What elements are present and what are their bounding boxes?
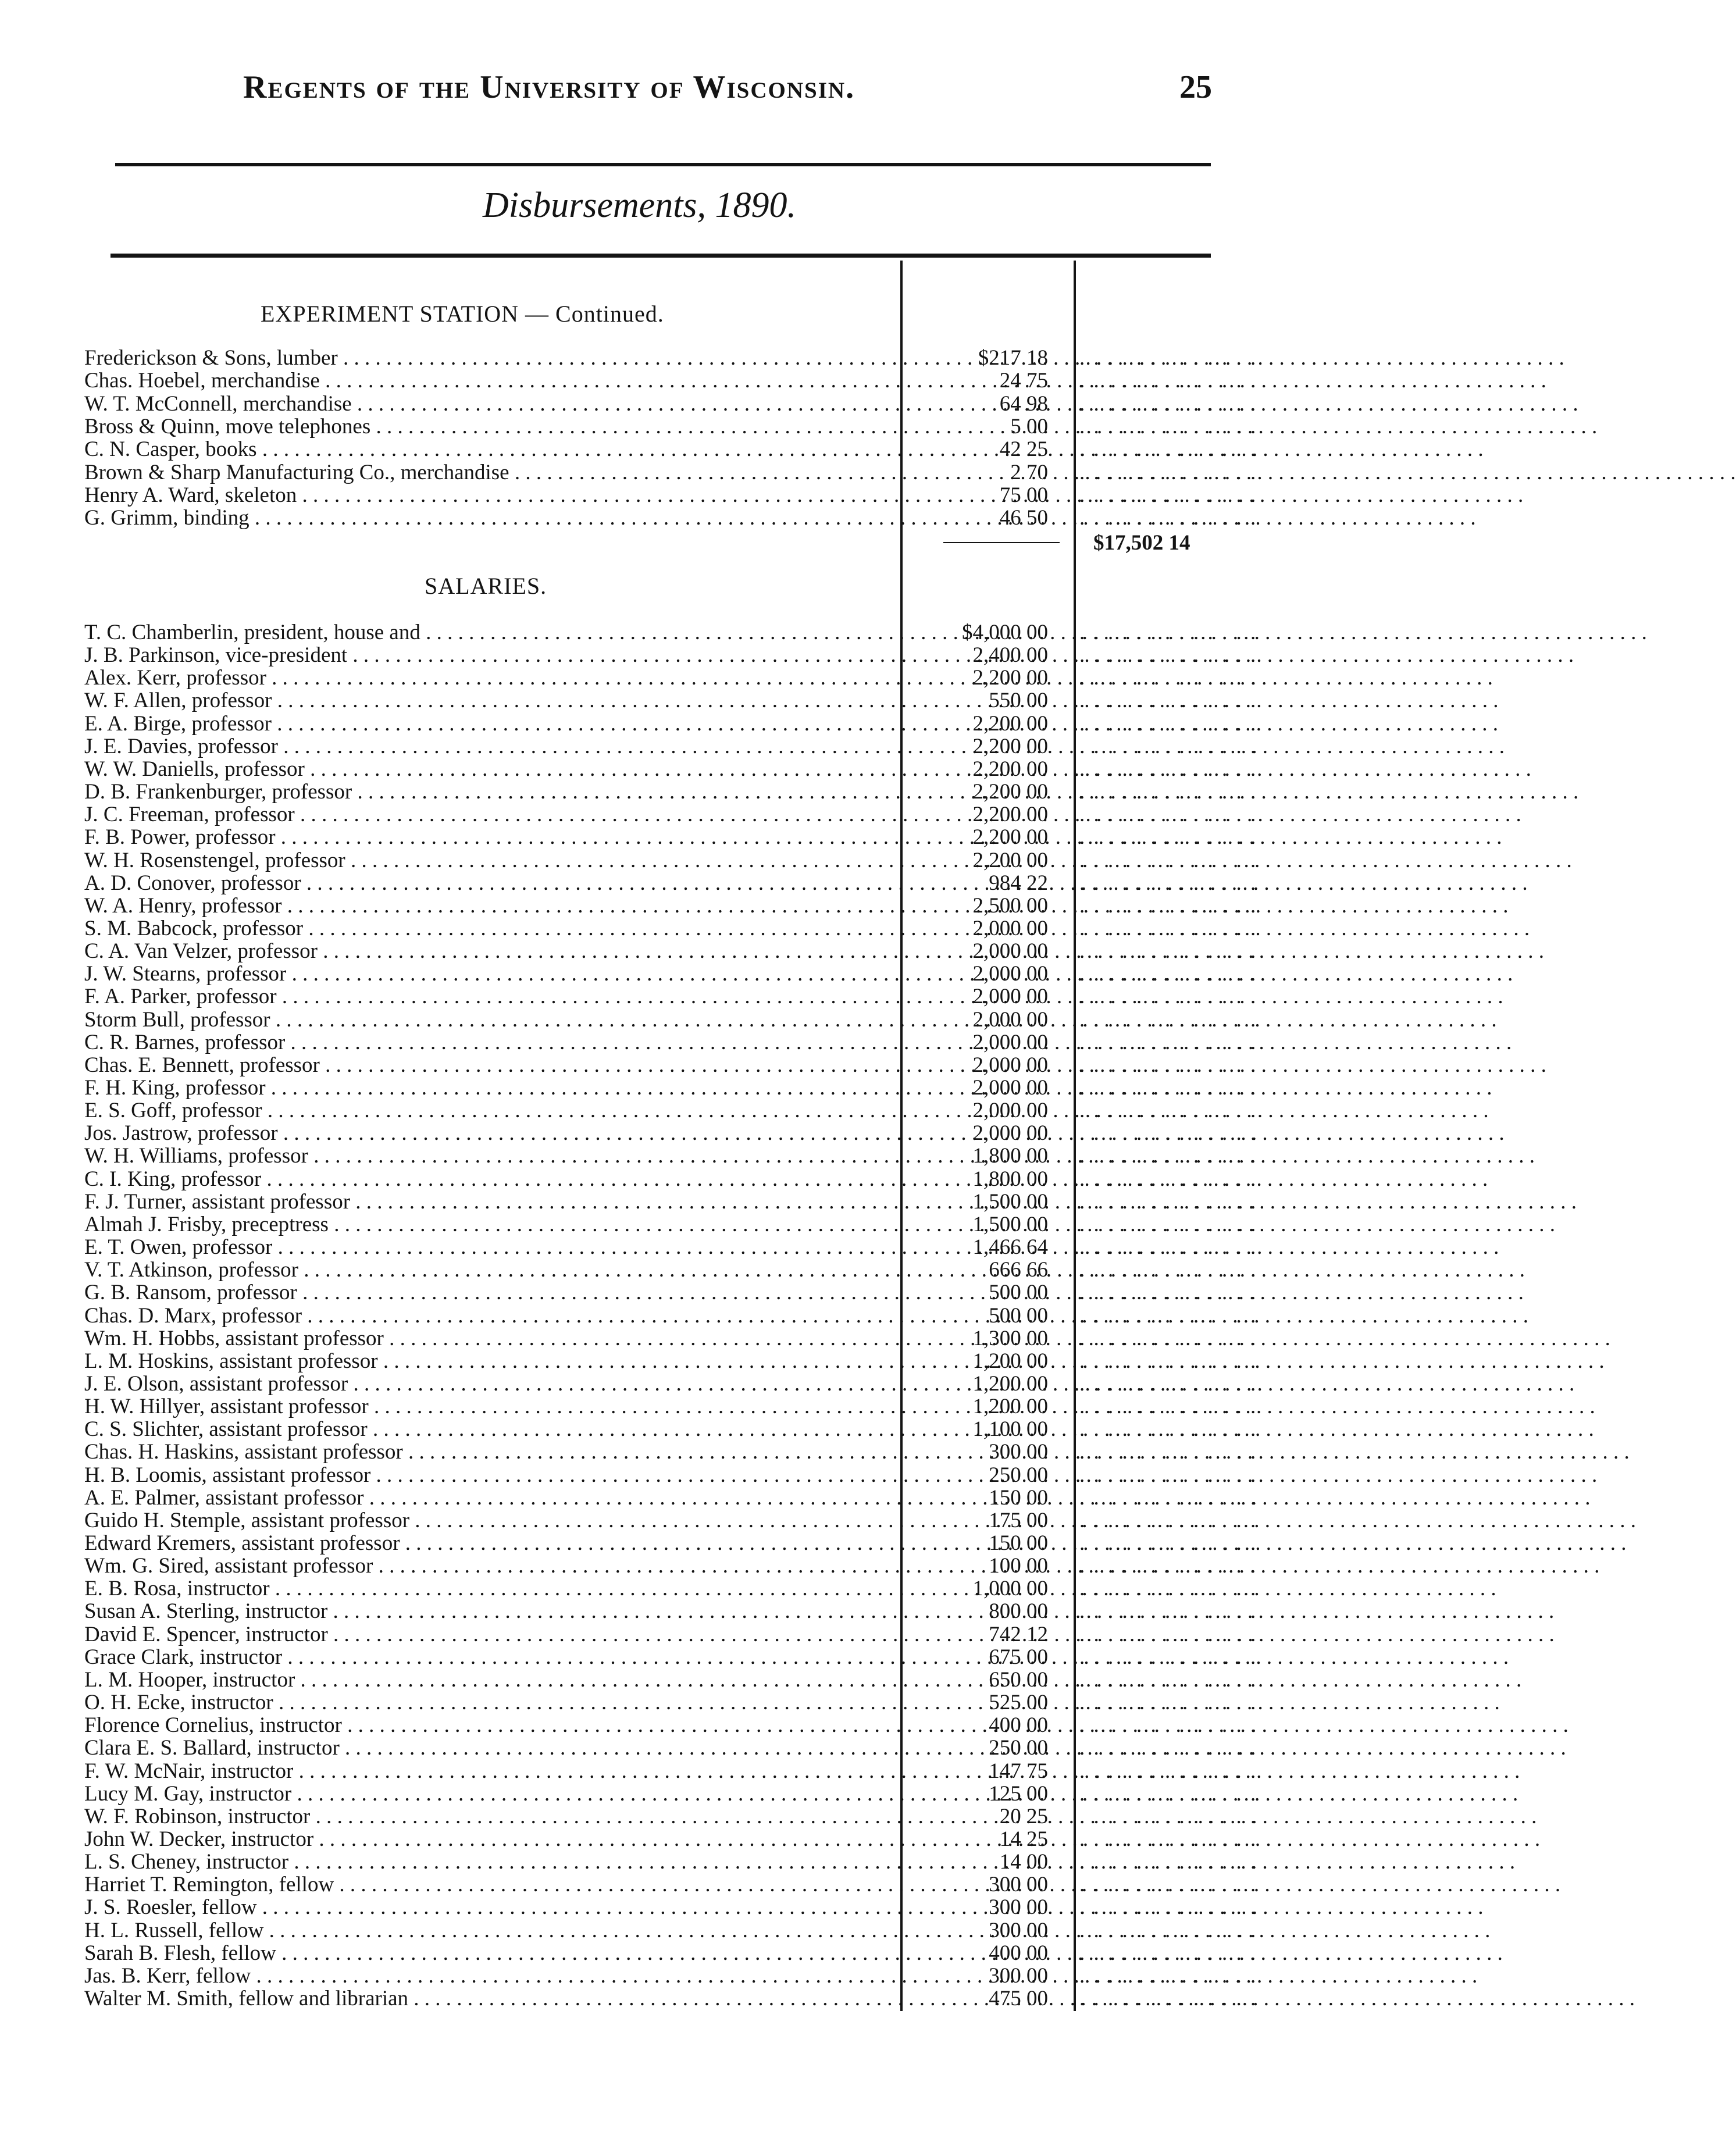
- payee-name: Lucy M. Gay, instructor . . .: [84, 1782, 890, 1805]
- payee-name: C. N. Casper, books . . .: [84, 438, 890, 461]
- amount: 2,200 00: [972, 711, 1048, 736]
- table-row: [0, 1122, 1305, 1145]
- payee-name: Jas. B. Kerr, fellow . . .: [84, 1965, 890, 1987]
- payee-name: Guido H. Stemple, assistant professor . . .: [84, 1509, 890, 1532]
- amount: 2,000 00: [972, 1076, 1048, 1100]
- total-column-leader: . . . . . . . . . . . . .: [1079, 1873, 1258, 1897]
- amount: 150 00: [989, 1485, 1048, 1510]
- table-row: [0, 1760, 1305, 1782]
- table-row: [0, 1395, 1305, 1418]
- amount: 175 00: [989, 1508, 1048, 1532]
- total-column-leader: . . . . . . . . . . . . .: [1079, 1440, 1258, 1464]
- total-column-leader: . . . . . . . . . . . . .: [1079, 1531, 1258, 1555]
- table-row: [0, 644, 1305, 666]
- payee-name: J. W. Stearns, professor . . .: [84, 962, 890, 985]
- payee-name: Bross & Quinn, move telephones . . .: [84, 415, 890, 438]
- payee-name: E. S. Goff, professor . . .: [84, 1099, 890, 1122]
- table-row: [0, 1190, 1305, 1213]
- payee-name: Chas. D. Marx, professor . . .: [84, 1304, 890, 1327]
- payee-name: S. M. Babcock, professor . . .: [84, 917, 890, 940]
- table-row: [0, 849, 1305, 872]
- payee-name: G. B. Ransom, professor . . .: [84, 1281, 890, 1304]
- table-row: [0, 1805, 1305, 1828]
- table-row: [0, 1987, 1305, 2010]
- payee-name: J. C. Freeman, professor . . .: [84, 803, 890, 826]
- section-title: Disbursements, 1890.: [483, 186, 797, 225]
- payee-name: C. R. Barnes, professor . . .: [84, 1031, 890, 1054]
- total-column-leader: . . . . . . . . . . . . .: [1079, 1577, 1258, 1601]
- total-column-leader: . . . . . . . . . . . . .: [1079, 1144, 1258, 1168]
- table-row: [0, 1942, 1305, 1965]
- total-column-leader: . . . . . . . . . . . . .: [1079, 1508, 1258, 1532]
- total-column-leader: . . . . . . . . . . . . .: [1079, 1667, 1258, 1692]
- table-row: [0, 712, 1305, 735]
- payee-name: O. H. Ecke, instructor . . .: [84, 1691, 890, 1714]
- amount: 475 00: [989, 1987, 1048, 2010]
- table-row: [0, 1441, 1305, 1463]
- table-row: [0, 1236, 1305, 1259]
- total-column-leader: . . . . . . . . . . . . .: [1079, 916, 1258, 940]
- payee-name: T. C. Chamberlin, president, house and . . .: [84, 621, 890, 644]
- total-column-leader: . . . . . . . . . . . . .: [1079, 1371, 1258, 1396]
- payee-name: Edward Kremers, assistant professor . . .: [84, 1532, 890, 1555]
- payee-name: W. T. McConnell, merchandise . . .: [84, 393, 890, 415]
- payee-name: C. S. Slichter, assistant professor . . .: [84, 1418, 890, 1441]
- amount: 1,500 00: [972, 1189, 1048, 1214]
- table-row: [0, 461, 1305, 484]
- amount: 2,200 00: [972, 825, 1048, 850]
- table-row: [0, 1577, 1305, 1600]
- amount: 1,466 64: [972, 1235, 1048, 1260]
- amount: 1,800 00: [972, 1167, 1048, 1191]
- payee-name: F. W. McNair, instructor . . .: [84, 1760, 890, 1782]
- subtotal-rule: [943, 542, 1060, 543]
- table-row: [0, 1350, 1305, 1372]
- payee-name: F. B. Power, professor . . .: [84, 826, 890, 849]
- table-row: [0, 735, 1305, 758]
- amount: 2,000 00: [972, 916, 1048, 940]
- payee-name: A. D. Conover, professor . . .: [84, 872, 890, 894]
- amount: 525 00: [989, 1691, 1048, 1715]
- total-column-leader: . . . . . . . . . . . . .: [1079, 1827, 1258, 1851]
- total-column-leader: . . . . . . . . . . . . .: [1079, 437, 1258, 462]
- total-column-leader: . . . . . . . . . . . . .: [1079, 734, 1258, 758]
- payee-name: E. B. Rosa, instructor . . .: [84, 1577, 890, 1600]
- total-column-leader: . . . . . . . . . . . . .: [1079, 1235, 1258, 1260]
- total-column-leader: . . . . . . . . . . . . .: [1079, 1645, 1258, 1669]
- table-row: [0, 1965, 1305, 1987]
- amount: 666 66: [989, 1258, 1048, 1282]
- amount: 1,200 00: [972, 1371, 1048, 1396]
- amount: 125 00: [989, 1781, 1048, 1806]
- amount: 2,200 00: [972, 666, 1048, 690]
- total-column-leader: . . . . . . . . . . . . .: [1079, 1485, 1258, 1510]
- amount: 500 00: [989, 1281, 1048, 1305]
- table-row: [0, 1304, 1305, 1327]
- amount: 2,000 00: [972, 1053, 1048, 1077]
- payee-name: John W. Decker, instructor . . .: [84, 1828, 890, 1851]
- amount: 1,500 00: [972, 1212, 1048, 1236]
- payee-name: Wm. G. Sired, assistant professor . . .: [84, 1555, 890, 1577]
- table-row: [0, 758, 1305, 780]
- payee-name: L. M. Hoskins, assistant professor . . .: [84, 1350, 890, 1372]
- amount: 1,300 00: [972, 1326, 1048, 1350]
- experiment-station-total: $17,502 14: [1093, 531, 1190, 555]
- table-row: [0, 689, 1305, 712]
- amount: 2,000 00: [972, 1030, 1048, 1054]
- amount: 150 00: [989, 1531, 1048, 1555]
- running-head: Regents of the University of Wisconsin.: [243, 69, 855, 105]
- total-column-leader: . . . . . . . . . . . . .: [1079, 1053, 1258, 1077]
- payee-name: Sarah B. Flesh, fellow . . .: [84, 1942, 890, 1965]
- amount: 46 50: [999, 506, 1048, 530]
- amount: 2,000 00: [972, 1007, 1048, 1032]
- payee-name: L. S. Cheney, instructor . . .: [84, 1851, 890, 1873]
- payee-name: J. B. Parkinson, vice-president . . .: [84, 644, 890, 666]
- payee-name: F. J. Turner, assistant professor . . .: [84, 1190, 890, 1213]
- amount: 147 75: [989, 1759, 1048, 1783]
- table-row: [0, 872, 1305, 894]
- table-row: [0, 1259, 1305, 1281]
- amount: 1,200 00: [972, 1395, 1048, 1419]
- amount: 742 12: [989, 1622, 1048, 1646]
- total-column-leader: . . . . . . . . . . . . .: [1079, 689, 1258, 713]
- amount: 14 00: [999, 1850, 1048, 1874]
- amount: 2,200 00: [972, 734, 1048, 758]
- table-row: [0, 1486, 1305, 1509]
- amount: 250 00: [989, 1463, 1048, 1487]
- total-column-leader: . . . . . . . . . . . . .: [1079, 1303, 1258, 1328]
- table-row: [0, 393, 1305, 415]
- payee-name: D. B. Frankenburger, professor . . .: [84, 780, 890, 803]
- total-column-leader: . . . . . . . . . . . . .: [1079, 825, 1258, 850]
- amount: 2,200 00: [972, 848, 1048, 872]
- total-column-leader: . . . . . . . . . . . . .: [1079, 939, 1258, 964]
- table-top-rule: [110, 254, 1211, 258]
- amount: 550 00: [989, 689, 1048, 713]
- table-row: [0, 1418, 1305, 1441]
- payee-name: Susan A. Sterling, instructor . . .: [84, 1600, 890, 1623]
- table-row: [0, 1623, 1305, 1646]
- amount: 75 00: [999, 483, 1048, 507]
- total-column-leader: . . . . . . . . . . . . .: [1079, 1281, 1258, 1305]
- total-column-leader: . . . . . . . . . . . . .: [1079, 643, 1258, 668]
- total-column-leader: . . . . . . . . . . . . .: [1079, 848, 1258, 872]
- amount: 300 00: [989, 1918, 1048, 1942]
- payee-name: W. F. Robinson, instructor . . .: [84, 1805, 890, 1828]
- amount: 300 00: [989, 1963, 1048, 1988]
- total-column-leader: . . . . . . . . . . . . .: [1079, 1622, 1258, 1646]
- amount: 1,000 00: [972, 1577, 1048, 1601]
- total-column-leader: . . . . . . . . . . . . .: [1079, 1918, 1258, 1942]
- table-row: [0, 1714, 1305, 1737]
- amount: 2,200 00: [972, 780, 1048, 804]
- total-column-leader: . . . . . . . . . . . . .: [1079, 1963, 1258, 1988]
- total-column-leader: . . . . . . . . . . . . .: [1079, 1189, 1258, 1214]
- table-row: [0, 1896, 1305, 1919]
- total-column-leader: . . . . . . . . . . . . .: [1079, 369, 1258, 393]
- payee-name: Frederickson & Sons, lumber . . .: [84, 347, 890, 369]
- table-row: [0, 1281, 1305, 1304]
- table-row: [0, 1031, 1305, 1054]
- amount: 650 00: [989, 1667, 1048, 1692]
- amount: 42 25: [999, 437, 1048, 462]
- payee-name: Henry A. Ward, skeleton . . .: [84, 484, 890, 507]
- total-column-leader: . . . . . . . . . . . . .: [1079, 803, 1258, 827]
- payee-name: F. A. Parker, professor . . .: [84, 985, 890, 1008]
- amount: 1,100 00: [972, 1417, 1048, 1442]
- amount: 250 00: [989, 1736, 1048, 1760]
- table-row: [0, 438, 1305, 461]
- table-row: [0, 507, 1305, 529]
- amount: 20 25: [999, 1804, 1048, 1828]
- table-row: [0, 1213, 1305, 1236]
- table-row: [0, 962, 1305, 985]
- total-column-leader: . . . . . . . . . . . . .: [1079, 1987, 1258, 2010]
- total-column-leader: . . . . . . . . . . . . .: [1079, 391, 1258, 416]
- total-column-leader: . . . . . . . . . . . . .: [1079, 1258, 1258, 1282]
- amount: 64 98: [999, 391, 1048, 416]
- amount: 675 00: [989, 1645, 1048, 1669]
- total-column-leader: . . . . . . . . . . . . .: [1079, 1759, 1258, 1783]
- amount: $4,000 00: [962, 621, 1048, 644]
- payee-name: Brown & Sharp Manufacturing Co., merchandise . . .: [84, 461, 890, 484]
- amount: 2,000 00: [972, 1121, 1048, 1146]
- amount: 400 00: [989, 1713, 1048, 1738]
- payee-name: Chas. E. Bennett, professor . . .: [84, 1054, 890, 1076]
- payee-name: Storm Bull, professor . . .: [84, 1008, 890, 1031]
- amount: 300 00: [989, 1873, 1048, 1897]
- amount: 984 22: [989, 871, 1048, 895]
- payee-name: E. A. Birge, professor . . .: [84, 712, 890, 735]
- payee-name: J. E. Olson, assistant professor . . .: [84, 1372, 890, 1395]
- amount: 400 00: [989, 1941, 1048, 1965]
- total-column-leader: . . . . . . . . . . . . .: [1079, 1349, 1258, 1373]
- amount: 500 00: [989, 1303, 1048, 1328]
- payee-name: Harriet T. Remington, fellow . . .: [84, 1873, 890, 1896]
- total-column-leader: . . . . . . . . . . . . .: [1079, 985, 1258, 1009]
- table-row: [0, 1532, 1305, 1555]
- table-row: [0, 1782, 1305, 1805]
- table-row: [0, 1464, 1305, 1486]
- table-row: [0, 894, 1305, 917]
- payee-name: C. A. Van Velzer, professor . . .: [84, 940, 890, 962]
- payee-name: H. B. Loomis, assistant professor . . .: [84, 1464, 890, 1486]
- payee-name: H. L. Russell, fellow . . .: [84, 1919, 890, 1942]
- total-column-leader: . . . . . . . . . . . . .: [1079, 1463, 1258, 1487]
- amount: 2,200 00: [972, 803, 1048, 827]
- total-column-leader: . . . . . . . . . . . . .: [1079, 1076, 1258, 1100]
- table-row: [0, 1851, 1305, 1873]
- amount: 2 70: [1010, 460, 1048, 484]
- table-row: [0, 940, 1305, 962]
- amount: 2,000 00: [972, 985, 1048, 1009]
- table-row: [0, 1691, 1305, 1714]
- table-row: [0, 917, 1305, 940]
- total-column-leader: . . . . . . . . . . . . .: [1079, 1736, 1258, 1760]
- total-column-leader: . . . . . . . . . . . . .: [1079, 460, 1258, 484]
- table-row: [0, 1145, 1305, 1167]
- total-column-leader: . . . . . . . . . . . . .: [1079, 1781, 1258, 1806]
- total-column-leader: . . . . . . . . . . . . .: [1079, 1030, 1258, 1054]
- table-row: [0, 369, 1305, 392]
- amount: 2,000 00: [972, 939, 1048, 964]
- table-row: [0, 347, 1305, 369]
- table-row: [0, 1555, 1305, 1577]
- table-row: [0, 1669, 1305, 1691]
- total-column-leader: . . . . . . . . . . . . .: [1079, 666, 1258, 690]
- payee-name: David E. Spencer, instructor . . .: [84, 1623, 890, 1646]
- table-row: [0, 1054, 1305, 1076]
- amount: 800 00: [989, 1599, 1048, 1624]
- payee-name: Walter M. Smith, fellow and librarian . . .: [84, 1987, 890, 2010]
- total-column-leader: . . . . . . . . . . . . .: [1079, 1121, 1258, 1146]
- total-column-leader: . . . . . . . . . . . . .: [1079, 346, 1258, 370]
- total-column-leader: . . . . . . . . . . . . .: [1079, 1395, 1258, 1419]
- amount: 2,200 00: [972, 757, 1048, 781]
- amount: 14 25: [999, 1827, 1048, 1851]
- payee-name: A. E. Palmer, assistant professor . . .: [84, 1486, 890, 1509]
- payee-name: Chas. H. Haskins, assistant professor . . .: [84, 1441, 890, 1463]
- total-column-leader: . . . . . . . . . . . . .: [1079, 780, 1258, 804]
- payee-name: V. T. Atkinson, professor . . .: [84, 1259, 890, 1281]
- table-row: [0, 1737, 1305, 1759]
- amount: 2,400 00: [972, 643, 1048, 668]
- payee-name: E. T. Owen, professor . . .: [84, 1236, 890, 1259]
- experiment-station-heading: EXPERIMENT STATION — Continued.: [261, 301, 664, 327]
- table-row: [0, 1828, 1305, 1851]
- amount: 100 00: [989, 1554, 1048, 1578]
- amount: 24 75: [999, 369, 1048, 393]
- total-column-leader: . . . . . . . . . . . . .: [1079, 1417, 1258, 1442]
- payee-name: F. H. King, professor . . .: [84, 1076, 890, 1099]
- table-row: [0, 415, 1305, 438]
- total-column-leader: . . . . . . . . . . . . .: [1079, 871, 1258, 895]
- payee-name: Jos. Jastrow, professor . . .: [84, 1122, 890, 1145]
- total-column-leader: . . . . . . . . . . . . .: [1079, 1850, 1258, 1874]
- table-row: [0, 1646, 1305, 1669]
- table-row: [0, 985, 1305, 1008]
- total-column-leader: . . . . . . . . . . . . .: [1079, 711, 1258, 736]
- payee-name: Almah J. Frisby, preceptress . . .: [84, 1213, 890, 1236]
- table-row: [0, 621, 1305, 644]
- salaries-heading: SALARIES.: [425, 573, 547, 599]
- total-column-leader: . . . . . . . . . . . . .: [1079, 1212, 1258, 1236]
- total-column-leader: . . . . . . . . . . . . .: [1079, 757, 1258, 781]
- total-column-leader: . . . . . . . . . . . . .: [1079, 1007, 1258, 1032]
- payee-name: Wm. H. Hobbs, assistant professor . . .: [84, 1327, 890, 1350]
- payee-name: W. H. Williams, professor . . .: [84, 1145, 890, 1167]
- payee-name: W. H. Rosenstengel, professor . . .: [84, 849, 890, 872]
- table-row: [0, 1327, 1305, 1350]
- table-row: [0, 1008, 1305, 1031]
- total-column-leader: . . . . . . . . . . . . .: [1079, 1941, 1258, 1965]
- payee-name: Clara E. S. Ballard, instructor . . .: [84, 1737, 890, 1759]
- page-number: 25: [1179, 69, 1212, 105]
- payee-name: W. W. Daniells, professor . . .: [84, 758, 890, 780]
- table-row: [0, 1873, 1305, 1896]
- total-column-leader: . . . . . . . . . . . . .: [1079, 962, 1258, 986]
- total-column-leader: . . . . . . . . . . . . .: [1079, 1554, 1258, 1578]
- total-column-leader: . . . . . . . . . . . . .: [1079, 1099, 1258, 1123]
- table-row: [0, 1509, 1305, 1532]
- top-rule: [115, 163, 1211, 166]
- payee-name: W. A. Henry, professor . . .: [84, 894, 890, 917]
- table-row: [0, 780, 1305, 803]
- amount: 2,000 00: [972, 962, 1048, 986]
- table-row: [0, 666, 1305, 689]
- payee-name: Chas. Hoebel, merchandise . . .: [84, 369, 890, 392]
- total-column-leader: . . . . . . . . . . . . .: [1079, 483, 1258, 507]
- payee-name: Alex. Kerr, professor . . .: [84, 666, 890, 689]
- table-row: [0, 1600, 1305, 1623]
- amount: 2,500 00: [972, 893, 1048, 918]
- table-row: [0, 1919, 1305, 1942]
- total-column-leader: . . . . . . . . . . . . .: [1079, 1804, 1258, 1828]
- total-column-leader: . . . . . . . . . . . . .: [1079, 414, 1258, 439]
- total-column-leader: . . . . . . . . . . . . .: [1079, 1713, 1258, 1738]
- total-column-leader: . . . . . . . . . . . . .: [1079, 1167, 1258, 1191]
- table-row: [0, 1099, 1305, 1122]
- amount: 5 00: [1010, 414, 1048, 439]
- total-column-leader: . . . . . . . . . . . . .: [1079, 506, 1258, 530]
- payee-name: W. F. Allen, professor . . .: [84, 689, 890, 712]
- total-column-leader: . . . . . . . . . . . . .: [1079, 1326, 1258, 1350]
- table-row: [0, 803, 1305, 826]
- total-column-leader: . . . . . . . . . . . . .: [1079, 1691, 1258, 1715]
- amount: $217 18: [978, 346, 1048, 370]
- amount: 1,800 00: [972, 1144, 1048, 1168]
- amount: 2,000 00: [972, 1099, 1048, 1123]
- total-column-leader: . . . . . . . . . . . . .: [1079, 1895, 1258, 1920]
- table-row: [0, 1372, 1305, 1395]
- payee-name: C. I. King, professor . . .: [84, 1168, 890, 1190]
- payee-name: H. W. Hillyer, assistant professor . . .: [84, 1395, 890, 1418]
- payee-name: J. E. Davies, professor . . .: [84, 735, 890, 758]
- payee-name: Florence Cornelius, instructor . . .: [84, 1714, 890, 1737]
- table-row: [0, 826, 1305, 849]
- payee-name: L. M. Hooper, instructor . . .: [84, 1669, 890, 1691]
- payee-name: Grace Clark, instructor . . .: [84, 1646, 890, 1669]
- table-row: [0, 484, 1305, 507]
- payee-name: G. Grimm, binding . . .: [84, 507, 890, 529]
- amount: 1,200 00: [972, 1349, 1048, 1373]
- total-column-leader: . . . . . . . . . . . . .: [1079, 621, 1258, 644]
- amount: 300 00: [989, 1895, 1048, 1920]
- total-column-leader: . . . . . . . . . . . . .: [1079, 893, 1258, 918]
- payee-name: J. S. Roesler, fellow . . .: [84, 1896, 890, 1919]
- table-row: [0, 1168, 1305, 1190]
- total-column-leader: . . . . . . . . . . . . .: [1079, 1599, 1258, 1624]
- table-row: [0, 1076, 1305, 1099]
- amount: 300 00: [989, 1440, 1048, 1464]
